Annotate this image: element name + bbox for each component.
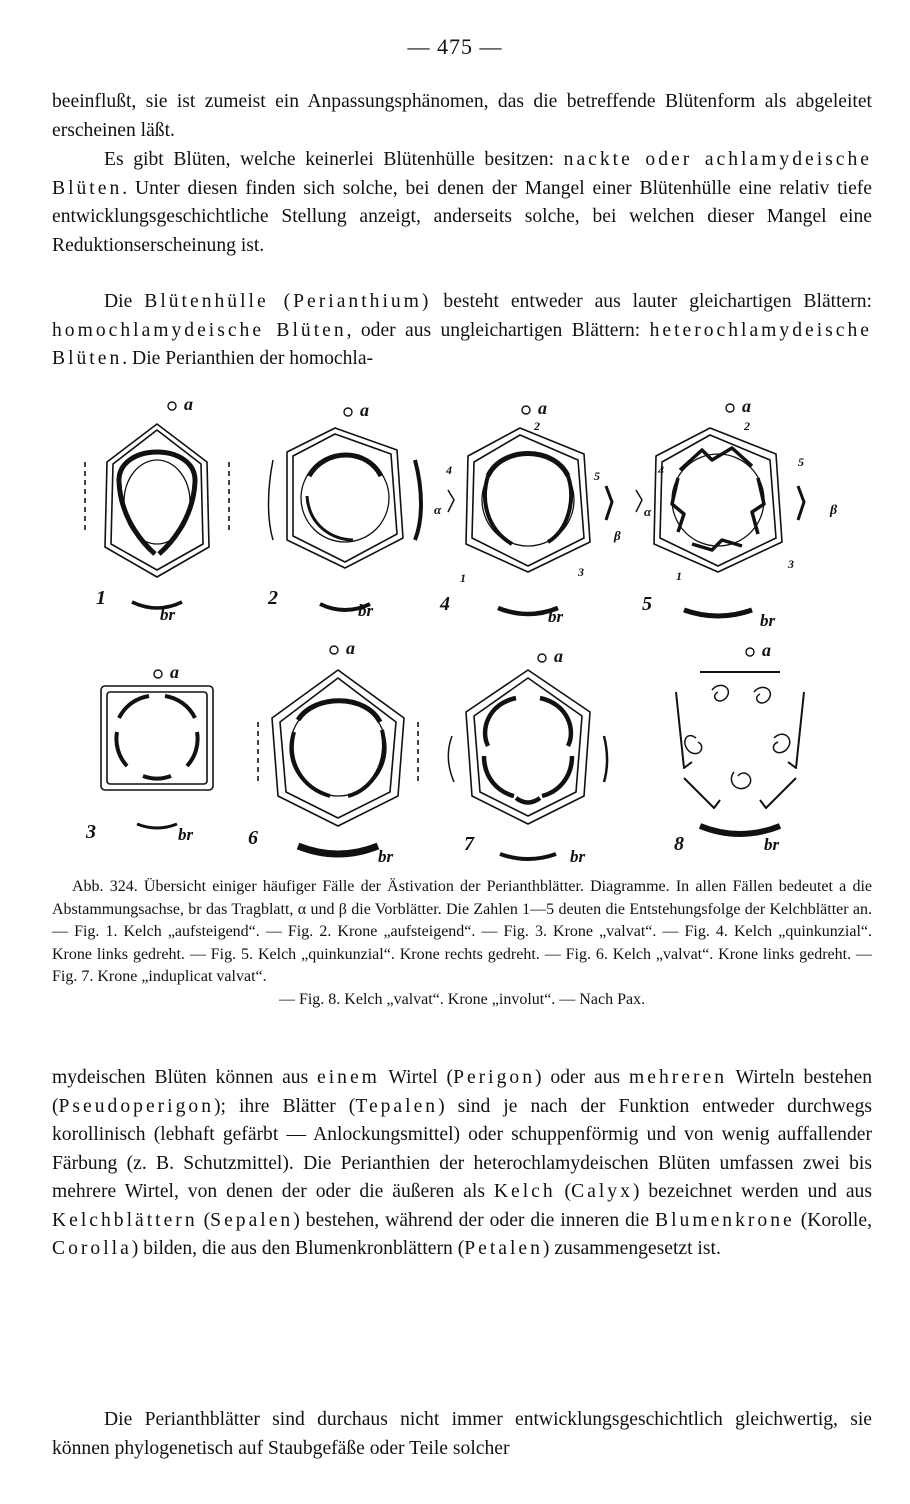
spaced-term: Blumenkrone [655,1209,795,1231]
paragraph-4 [52,1064,872,1264]
spaced-term: Petalen [464,1238,543,1259]
aestivation-diagrams-figure [60,392,860,870]
diagram-8 [676,672,804,834]
paragraph-1: beeinflußt, sie ist zumeist ein Anpassungsphänomen, das die betreffende Blütenform als abgeleitet erscheinen läßt. [52,91,872,141]
text-run: Es gibt Blüten, welche keinerlei Blütenhülle besitzen: [104,149,564,170]
figure-caption [52,876,872,1012]
spaced-term: Sepalen [210,1209,294,1231]
spaced-term: nackte oder achlamydeische Blüten [52,149,872,199]
fig-number-7: 7 [464,833,474,855]
text-run: (Korolle, [794,1209,872,1231]
bract-label-5: br [760,611,776,630]
spaced-term: Kelch [493,1181,556,1202]
spaced-term: Blütenhülle (Perianthium) [144,291,432,312]
order-number-3-fig5: 3 [788,557,794,571]
fig-number-4: 4 [440,593,450,615]
paragraph-2 [52,146,872,260]
axis-label-1: a [184,394,193,414]
bract-label-3: br [178,825,194,844]
bract-label-4: br [548,607,564,626]
beta-label-5: β [830,503,838,518]
text-run: ) sind je nach der Funktion entweder durchwegs korollinisch (lebhaft gefärbt — Anlockungsmittel) oder schuppenförmig und von wenig auffallender Färbung (z. B. Schutzmittel). Die Perianthien der heterochlamydeischen Blüten umfassen zwei bis mehrere Wirtel, von denen der oder die äußeren als [52,1095,872,1202]
text-run: . Unter diesen finden sich solche, bei denen der Mangel einer Blütenhülle eine relativ tiefe entwicklungsgeschichtliche Stellung anzeigt, anderseits solche, bei welchen dieser Mangel eine Reduktionserscheinung ist. [52,177,872,256]
axis-label-3: a [170,662,179,682]
spaced-term: homochlamydeische Blüten [52,319,347,341]
fig-number-5: 5 [642,593,652,615]
fig-number-6: 6 [248,827,258,849]
order-number-1-fig5: 1 [676,569,682,583]
text-run: Wirteln bestehen ( [52,1067,872,1117]
text-run: ( [555,1181,572,1202]
bract-label-6: br [378,847,394,866]
order-number-2-fig5: 2 [744,419,750,433]
text-run: ( [197,1209,211,1231]
diagram-7 [448,670,607,859]
alpha-label-5: α [644,504,652,519]
order-number-5-fig4: 5 [594,469,600,483]
axis-label-4: a [538,398,547,418]
beta-label-4: β [614,528,621,543]
spaced-term: Calyx [571,1181,633,1202]
bract-label-8: br [764,835,780,854]
bract-label-7: br [570,847,586,866]
paragraph-5: Die Perianthblätter sind durchaus nicht immer entwicklungsgeschichtlich gleichwertig, sie können phylogenetisch auf Staubgefäße oder Teile solcher [52,1409,872,1459]
order-number-2-fig4: 2 [534,419,540,433]
text-run: besteht entweder aus lauter gleichartigen Blättern: [431,291,872,312]
fig-number-3: 3 [86,821,96,843]
spaced-term: mehreren [629,1067,728,1088]
spaced-term: Corolla [52,1238,132,1259]
axis-label-8: a [762,640,771,660]
fig-number-8: 8 [674,833,684,855]
fig-number-2: 2 [268,587,278,609]
axis-label-7: a [554,646,563,666]
order-number-4-fig4: 4 [446,463,452,477]
page-number: — 475 — [407,34,503,59]
spaced-term: heterochlamydeische Blüten [52,319,872,369]
bract-label-2: br [358,601,374,620]
axis-label-2: a [360,400,369,420]
paragraph-3 [52,288,872,374]
text-run: ); ihre Blätter ( [214,1095,356,1117]
order-number-3-fig4: 3 [578,565,584,579]
figure-labels [85,394,838,866]
text-run: . Die Perianthien der homochla- [122,348,374,369]
text-run: , oder aus ungleichartigen Blättern: [346,319,650,341]
diagram-4 [448,428,612,614]
text-run: ) oder aus [535,1067,630,1088]
spaced-term: Tepalen [355,1095,439,1117]
text-run: Wirtel ( [379,1067,454,1088]
spaced-term: Pseudoperigon [58,1095,214,1117]
diagrams-svg [60,392,860,870]
bract-label-1: br [160,605,176,624]
diagram-6 [258,670,418,854]
caption-last-line: — Fig. 8. Kelch „valvat“. Krone „involut“. — Nach Pax. [278,990,646,1008]
axis-label-6: a [346,638,355,658]
diagram-2 [269,428,422,610]
spaced-term: einem [317,1067,380,1088]
text-run: ) bestehen, während der oder die inneren die [293,1209,656,1231]
order-number-1-fig4: 1 [460,571,466,585]
spaced-term: Perigon [453,1067,536,1088]
alpha-label-4: α [434,502,442,517]
caption-text: Abb. 324. Übersicht einiger häufiger Fälle der Ästivation der Perianthblätter. Diagramme. In allen Fällen bedeutet a die Abstammungsachse, br das Tragblatt, α und β die Vorblätter. Die Zahlen 1—5 deuten die Entstehungsfolge der Kelchblätter an. — Fig. 1. Kelch „aufsteigend“. — Fig. 2. Krone „aufsteigend“. — Fig. 3. Krone „valvat“. — Fig. 4. Kelch „quinkunzial“. Krone links gedreht. — Fig. 5. Kelch „quinkunzial“. Krone rechts gedreht. — Fig. 6. Kelch „valvat“. Krone links gedreht. — Fig. 7. Krone „induplicat valvat“. [52,878,872,986]
text-run: mydeischen Blüten können aus [52,1067,318,1088]
text-run: ) bilden, die aus den Blumenkronblättern ( [131,1238,465,1259]
axis-label-5: a [742,396,751,416]
text-run: ) bezeichnet werden und aus [632,1181,872,1202]
diagram-1 [85,424,229,608]
text-run: ) zusammengesetzt ist. [542,1238,721,1259]
diagram-3 [101,686,213,828]
order-number-4-fig5: 4 [658,463,664,477]
text-run: Die [104,291,145,312]
spaced-term: Kelchblättern [52,1209,198,1231]
fig-number-1: 1 [96,587,106,609]
diagram-5 [636,428,804,616]
order-number-5-fig5: 5 [798,455,804,469]
